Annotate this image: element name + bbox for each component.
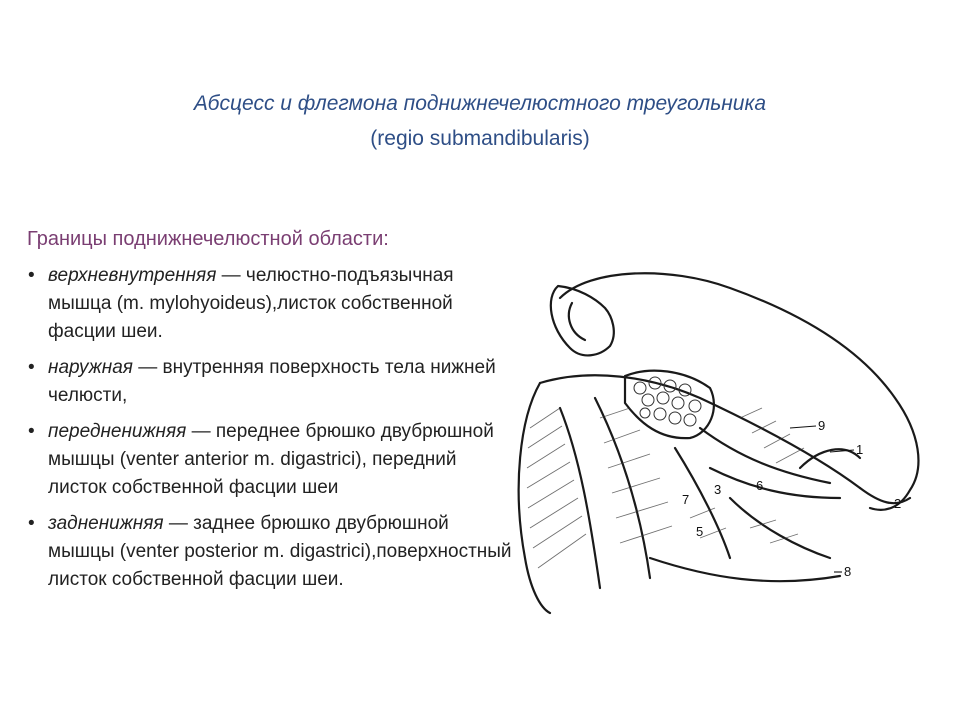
label-3: 3	[714, 482, 722, 497]
label-1: 1	[856, 442, 864, 457]
bullet-term: задненижняя	[48, 513, 164, 534]
bullet-text: — челюстно-подъязычная мышца (m. mylohyoideus),листок собственной фасции шеи.	[48, 265, 454, 342]
bullet-icon: •	[28, 513, 35, 534]
list-item	[26, 510, 514, 594]
slide-title	[0, 86, 960, 156]
bullet-icon: •	[28, 421, 35, 442]
label-5: 5	[696, 524, 704, 539]
bullet-term: наружная	[48, 357, 133, 378]
boundary-list	[26, 262, 514, 602]
title-line-1: Абсцесс и флегмона поднижнечелюстного треугольника	[193, 92, 767, 115]
label-9: 9	[818, 418, 826, 433]
label-2: 2	[894, 496, 902, 511]
bullet-text: — внутренняя поверхность тела нижней челюсти,	[48, 357, 496, 406]
bullet-term: верхневнутренняя	[48, 265, 217, 286]
bullet-text: — заднее брюшко двубрюшной мышцы (venter posterior m. digastrici),поверхностный листок собственной фасции шеи.	[48, 513, 512, 590]
list-item	[26, 262, 514, 346]
label-8: 8	[844, 564, 852, 579]
anatomical-illustration	[500, 258, 940, 618]
title-line-2: (regio submandibularis)	[370, 127, 590, 150]
section-heading: Границы поднижнечелюстной области:	[27, 228, 389, 250]
list-item	[26, 354, 514, 410]
bullet-text: — переднее брюшко двубрюшной мышцы (venter anterior m. digastrici), передний листок собственной фасции шеи	[48, 421, 494, 498]
label-7: 7	[682, 492, 690, 507]
bullet-term: передненижняя	[48, 421, 187, 442]
list-item	[26, 418, 514, 502]
bullet-icon: •	[28, 357, 35, 378]
bullet-icon: •	[28, 265, 35, 286]
label-6: 6	[756, 478, 764, 493]
